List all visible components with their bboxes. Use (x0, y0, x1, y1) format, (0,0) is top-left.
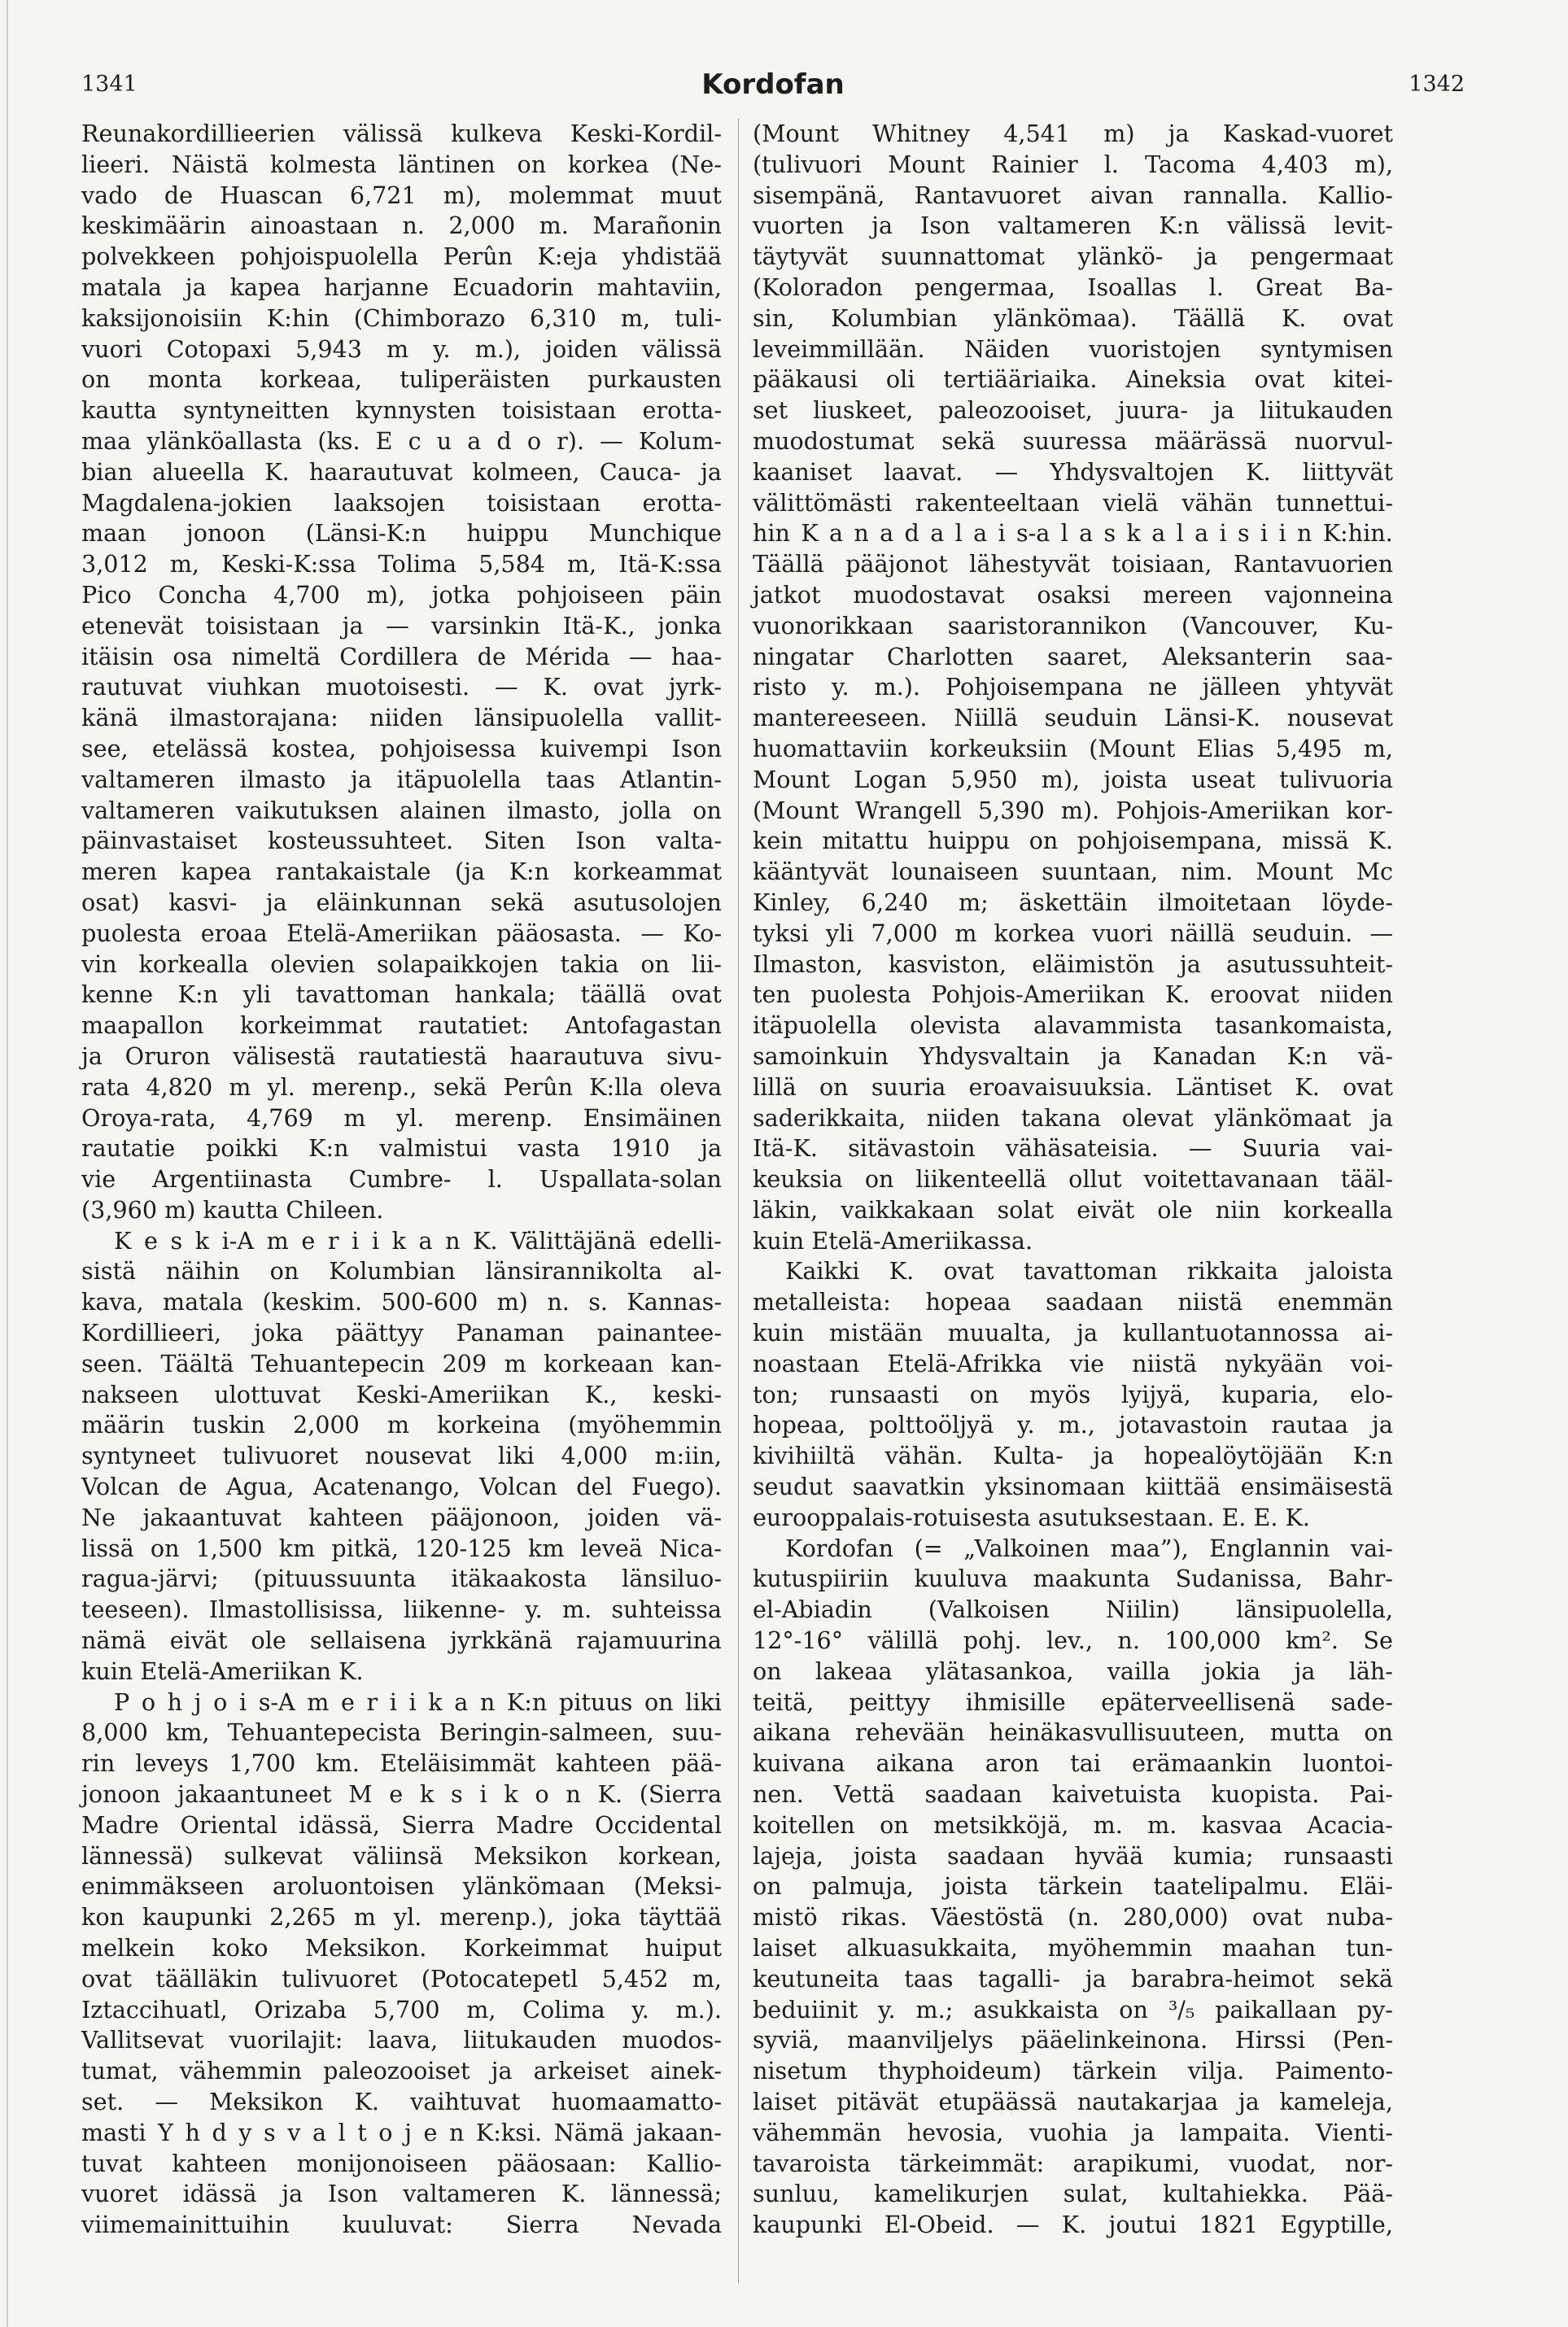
text-line: set liuskeet, paleozooiset, juura- ja liitukauden (753, 396, 1393, 425)
text-line: Kaikki K. ovat tavattoman rikkaita jaloista (785, 1257, 1393, 1286)
text-line: vuorten ja Ison valtameren K:n välissä levit- (753, 212, 1393, 240)
text-line: jatkot muodostavat osaksi mereen vajonneina (753, 580, 1393, 609)
text-line: el-Abiadin (Valkoisen Niilin) länsipuolella, (753, 1596, 1393, 1624)
text-line: keskimäärin ainoastaan n. 2,000 m. Marañonin (81, 212, 722, 240)
text-line: masti Y h d y s v a l t o j e n K:ksi. Nämä jakaan- (81, 2118, 722, 2146)
text-line: maapallon korkeimmat rautatiet: Antofagastan (81, 1011, 722, 1040)
text-line: itäpuolella olevista alavammista tasankomaista, (753, 1011, 1393, 1040)
text-line: Madre Oriental idässä, Sierra Madre Occidental (81, 1810, 722, 1839)
text-line: kon kaupunki 2,265 m yl. merenp.), joka täyttää (81, 1903, 722, 1932)
text-line: vuonorikkaan saaristorannikon (Vancouver, Ku- (753, 611, 1393, 640)
text-line: valtameren ilmasto ja itäpuolella taas Atlantin- (81, 765, 722, 793)
text-line: teeseen). Ilmastollisissa, liikenne- y. m. suhteissa (81, 1596, 722, 1624)
text-line: koitellen on metsikköjä, m. m. kasvaa Acacia- (753, 1810, 1393, 1839)
text-line: maa ylänköallasta (ks. E c u a d o r). — Kolum- (81, 426, 722, 455)
text-line: läkin, vaikkakaan solat eivät ole niin korkealla (753, 1195, 1393, 1224)
text-line: mantereeseen. Niillä seuduin Länsi-K. nousevat (753, 704, 1393, 732)
text-line: hin K a n a d a l a i s-a l a s k a l a i s i i n K:hin. (753, 519, 1393, 548)
right-column (753, 119, 1393, 2241)
text-line: polvekkeen pohjoispuolella Perûn K:eja yhdistää (81, 242, 722, 271)
text-line: kutuspiiriin kuuluva maakunta Sudanissa, Bahr- (753, 1565, 1393, 1593)
text-line: täytyvät suunnattomat ylänkö- ja pengermaat (753, 242, 1393, 271)
text-line: valtameren vaikutuksen alainen ilmasto, jolla on (81, 796, 722, 824)
text-line: metalleista: hopeaa saadaan niistä enemmän (753, 1288, 1393, 1316)
text-line: (tulivuori Mount Rainier l. Tacoma 4,403 m), (753, 150, 1393, 178)
text-line: viimemainittuihin kuuluvat: Sierra Nevada (81, 2211, 722, 2239)
text-line: puolesta eroaa Etelä-Ameriikan pääosasta. — Ko- (81, 919, 722, 947)
text-line: rautuvat viuhkan muotoisesti. — K. ovat jyrk- (81, 673, 722, 701)
text-line: keutuneita taas tagalli- ja barabra-heimot sekä (753, 1964, 1393, 1993)
text-line: Ne jakaantuvat kahteen pääjonoon, joiden vä- (81, 1503, 722, 1531)
text-line: jonoon jakaantuneet M e k s i k o n K. (Sierra (81, 1780, 722, 1809)
text-line: keuksia on liikenteellä ollut voitettavanaan tääl- (753, 1165, 1393, 1194)
text-line: nen. Vettä saadaan kaivetuista kuopista. Pai- (753, 1780, 1393, 1809)
text-line: päinvastaiset kosteussuhteet. Siten Ison valta- (81, 827, 722, 855)
text-line: laiset pitävät etupäässä nautakarjaa ja kameleja, (753, 2088, 1393, 2115)
text-line: 3,012 m, Keski-K:ssa Tolima 5,584 m, Itä-K:ssa (81, 550, 722, 578)
text-line: välittömästi rakenteeltaan vielä vähän tunnettui- (753, 488, 1393, 517)
text-line: 8,000 km, Tehuantepecista Beringin-salmeen, suu- (81, 1718, 722, 1747)
text-line: vähemmän hevosia, vuohia ja lampaita. Vienti- (753, 2118, 1393, 2146)
text-line: laiset alkuasukkaita, myöhemmin maahan tun- (753, 1934, 1393, 1962)
text-line: ten puolesta Pohjois-Ameriikan K. eroovat niiden (753, 980, 1393, 1009)
text-line: (3,960 m) kautta Chileen. (81, 1195, 384, 1224)
text-line: Täällä pääjonot lähestyvät toisiaan, Rantavuorien (753, 550, 1393, 578)
text-line: 12°-16° välillä pohj. lev., n. 100,000 km². Se (753, 1626, 1393, 1655)
text-line: seudut saavatkin yksinomaan kiittää ensimäisestä (753, 1473, 1393, 1501)
text-line: määrin tuskin 2,000 m korkeina (myöhemmin (81, 1411, 722, 1439)
text-line: Oroya-rata, 4,769 m yl. merenp. Ensimäinen (81, 1103, 722, 1132)
page-number-right: 1342 (1409, 72, 1465, 97)
text-line: on palmuja, joista tärkein taatelipalmu. Eläi- (753, 1872, 1393, 1901)
text-line: meren kapea rantakaistale (ja K:n korkeammat (81, 858, 722, 886)
text-line: vin korkealla olevien solapaikkojen takia on lii- (81, 950, 722, 978)
text-line: sisempänä, Rantavuoret aivan rannalla. Kallio- (753, 181, 1393, 209)
text-line: K e s k i-A m e r i i k a n K. Välittäjänä edelli- (114, 1226, 722, 1255)
text-line: kaaniset laavat. — Yhdysvaltojen K. liittyvät (753, 457, 1393, 486)
text-line: (Mount Wrangell 5,390 m). Pohjois-Ameriikan kor- (753, 796, 1393, 824)
text-line: tavaroista tärkeimmät: arapikumi, vuodat, nor- (753, 2149, 1393, 2177)
text-line: kivihiiltä vähän. Kulta- ja hopealöytöjään K:n (753, 1442, 1393, 1470)
text-line: P o h j o i s-A m e r i i k a n K:n pituus on liki (114, 1687, 722, 1716)
text-line: Kinley, 6,240 m; äskettäin ilmoitetaan löyde- (753, 888, 1393, 916)
text-line: syviä, maanviljelys pääelinkeinona. Hirssi (Pen- (753, 2026, 1393, 2054)
text-line: Pico Concha 4,700 m), jotka pohjoiseen päin (81, 580, 722, 609)
text-line: tuvat kahteen monijonoiseen pääosaan: Kallio- (81, 2149, 722, 2177)
text-line: Magdalena-jokien laaksojen toisistaan erotta- (81, 488, 722, 517)
page-number-left: 1341 (81, 72, 138, 97)
text-line: känä ilmastorajana: niiden länsipuolella vallit- (81, 704, 722, 732)
text-line: kuin Etelä-Ameriikan K. (81, 1657, 364, 1685)
text-line: sunluu, kamelikurjen sulat, kultahiekka. Pää- (753, 2180, 1393, 2208)
text-line: Mount Logan 5,950 m), joista useat tulivuoria (753, 765, 1393, 793)
text-line: kava, matala (keskim. 500-600 m) n. s. Kannas- (81, 1288, 722, 1316)
text-line: eurooppalais-rotuisesta asutuksestaan. E. E. K. (753, 1503, 1311, 1531)
text-line: vie Argentiinasta Cumbre- l. Uspallata-solan (81, 1165, 722, 1194)
text-line: syntyneet tulivuoret nousevat liki 4,000 m:iin, (81, 1442, 722, 1470)
text-line: osat) kasvi- ja eläinkunnan sekä asutusolojen (81, 888, 722, 916)
text-line: Reunakordillieerien välissä kulkeva Keski-Kordil- (81, 120, 722, 147)
text-line: ton; runsaasti on myös lyijyä, kuparia, elo- (753, 1380, 1393, 1408)
text-line: lieeri. Näistä kolmesta läntinen on korkea (Ne- (81, 150, 722, 178)
text-line: mistö rikas. Väestöstä (n. 280,000) ovat nuba- (753, 1903, 1393, 1932)
text-line: muodostumat sekä suuressa määrässä nuorvul- (753, 426, 1393, 455)
text-line: itäisin osa nimeltä Cordillera de Mérida — haa- (81, 642, 722, 670)
text-line: Iztaccihuatl, Orizaba 5,700 m, Colima y. m.). (81, 1995, 722, 2024)
text-line: tyksi yli 7,000 m korkea vuori näillä seuduin. — (753, 919, 1393, 947)
text-line: kautta syntyneitten kynnysten toisistaan erotta- (81, 396, 722, 425)
text-line: kaupunki El-Obeid. — K. joutui 1821 Egyptille, (753, 2211, 1393, 2239)
left-column (81, 119, 722, 2241)
text-line: lajeja, joista saadaan hyvää kumia; runsaasti (753, 1841, 1393, 1870)
text-line: Ilmaston, kasviston, eläimistön ja asutussuhteit- (753, 950, 1393, 978)
text-line: ningatar Charlotten saaret, Aleksanterin saa- (753, 642, 1393, 670)
text-line: kenne K:n yli tavattoman hankala; täällä ovat (81, 980, 722, 1009)
text-line: melkein koko Meksikon. Korkeimmat huiput (81, 1934, 722, 1962)
text-line: rautatie poikki K:n valmistui vasta 1910 ja (81, 1134, 722, 1163)
text-line: risto y. m.). Pohjoisempana ne jälleen yhtyvät (753, 673, 1393, 701)
text-line: kuivana aikana aron tai erämaankin luontoi- (753, 1749, 1393, 1778)
text-line: hopeaa, polttoöljyä y. m., jotavastoin rautaa ja (753, 1411, 1393, 1439)
text-line: vuoret idässä ja Ison valtameren K. lännessä; (81, 2180, 722, 2208)
text-line: lissä on 1,500 km pitkä, 120-125 km leveä Nica- (81, 1534, 722, 1562)
text-line: nakseen ulottuvat Keski-Ameriikan K., keski- (81, 1380, 722, 1408)
text-line: ja Oruron välisestä rautatiestä haarautuva sivu- (81, 1041, 722, 1070)
text-line: teitä, peittyy ihmisille epäterveellisenä sade- (753, 1687, 1393, 1716)
text-line: nämä eivät ole sellaisena jyrkkänä rajamuurina (81, 1626, 722, 1655)
text-line: matala ja kapea harjanne Ecuadorin mahtaviin, (81, 273, 722, 301)
text-line: nisetum thyphoideum) tärkein vilja. Paimento- (753, 2057, 1393, 2085)
text-line: set. — Meksikon K. vaihtuvat huomaamatto- (81, 2088, 722, 2115)
text-line: lännessä) sulkevat väliinsä Meksikon korkean, (81, 1841, 722, 1870)
text-line: rin leveys 1,700 km. Eteläisimmät kahteen pää- (81, 1749, 722, 1778)
text-line: kein mitattu huippu on pohjoisempana, missä K. (753, 827, 1393, 855)
text-line: (Mount Whitney 4,541 m) ja Kaskad-vuoret (753, 120, 1393, 147)
text-line: bian alueella K. haarautuvat kolmeen, Cauca- ja (81, 457, 722, 486)
text-line: ragua-järvi; (pituussuunta itäkaakosta länsiluo- (81, 1565, 722, 1593)
text-line: on monta korkeaa, tuliperäisten purkausten (81, 365, 722, 394)
text-line: tumat, vähemmin paleozooiset ja arkeiset ainek- (81, 2057, 722, 2085)
text-line: lillä on suuria eroavaisuuksia. Läntiset K. ovat (753, 1072, 1393, 1101)
text-line: Vallitsevat vuorilajit: laava, liitukauden muodos- (81, 2026, 722, 2054)
text-line: maan jonoon (Länsi-K:n huippu Munchique (81, 519, 722, 548)
text-line: sistä näihin on Kolumbian länsirannikolta al- (81, 1257, 722, 1286)
text-line: see, etelässä kostea, pohjoisessa kuivempi Ison (81, 734, 722, 762)
text-line: kuin mistään muualta, ja kullantuotannossa ai- (753, 1319, 1393, 1347)
text-line: enimmäkseen aroluontoisen ylänkömaan (Meksi- (81, 1872, 722, 1901)
text-line: noastaan Etelä-Afrikka vie niistä nykyään voi- (753, 1349, 1393, 1377)
text-line: Kordillieeri, joka päättyy Panaman painantee- (81, 1319, 722, 1347)
text-line: kääntyvät lounaiseen suuntaan, nim. Mount Mc (753, 858, 1393, 886)
text-line: pääkausi oli tertiääriaika. Aineksia ovat kitei- (753, 365, 1393, 394)
text-line: saderikkaita, niiden takana olevat ylänkömaat ja (753, 1103, 1393, 1132)
column-divider (738, 119, 739, 2283)
text-line: vado de Huascan 6,721 m), molemmat muut (81, 181, 722, 209)
text-line: kaksijonoisiin K:hin (Chimborazo 6,310 m, tuli- (81, 303, 722, 332)
text-line: kuin Etelä-Ameriikassa. (753, 1226, 1033, 1255)
text-line: Kordofan (= „Valkoinen maa”), Englannin vai- (785, 1534, 1393, 1562)
text-line: beduiinit y. m.; asukkaista on ³/₅ paikallaan py- (753, 1995, 1393, 2024)
text-line: aikana rehevään heinäkasvullisuuteen, mutta on (753, 1718, 1393, 1747)
text-line: etenevät toisistaan ja — varsinkin Itä-K., jonka (81, 611, 722, 640)
page-edge (7, 0, 8, 2327)
text-line: seen. Täältä Tehuantepecin 209 m korkeaan kan- (81, 1349, 722, 1377)
text-line: rata 4,820 m yl. merenp., sekä Perûn K:lla oleva (81, 1072, 722, 1101)
text-line: samoinkuin Yhdysvaltain ja Kanadan K:n vä- (753, 1041, 1393, 1070)
text-line: vuori Cotopaxi 5,943 m y. m.), joiden välissä (81, 334, 722, 363)
page-title: Kordofan (701, 68, 845, 101)
page-header (81, 68, 1465, 120)
text-line: sin, Kolumbian ylänkömaa). Täällä K. ovat (753, 303, 1393, 332)
text-line: leveimmillään. Näiden vuoristojen syntymisen (753, 334, 1393, 363)
text-line: Volcan de Agua, Acatenango, Volcan del Fuego). (81, 1473, 722, 1501)
text-line: ovat täälläkin tulivuoret (Potocatepetl 5,452 m, (81, 1964, 722, 1993)
text-line: Itä-K. sitävastoin vähäsateisia. — Suuria vai- (753, 1134, 1393, 1163)
text-line: on lakeaa ylätasankoa, vailla jokia ja läh- (753, 1657, 1393, 1685)
text-line: (Koloradon pengermaa, Isoallas l. Great Ba- (753, 273, 1393, 301)
text-line: huomattaviin korkeuksiin (Mount Elias 5,495 m, (753, 734, 1393, 762)
